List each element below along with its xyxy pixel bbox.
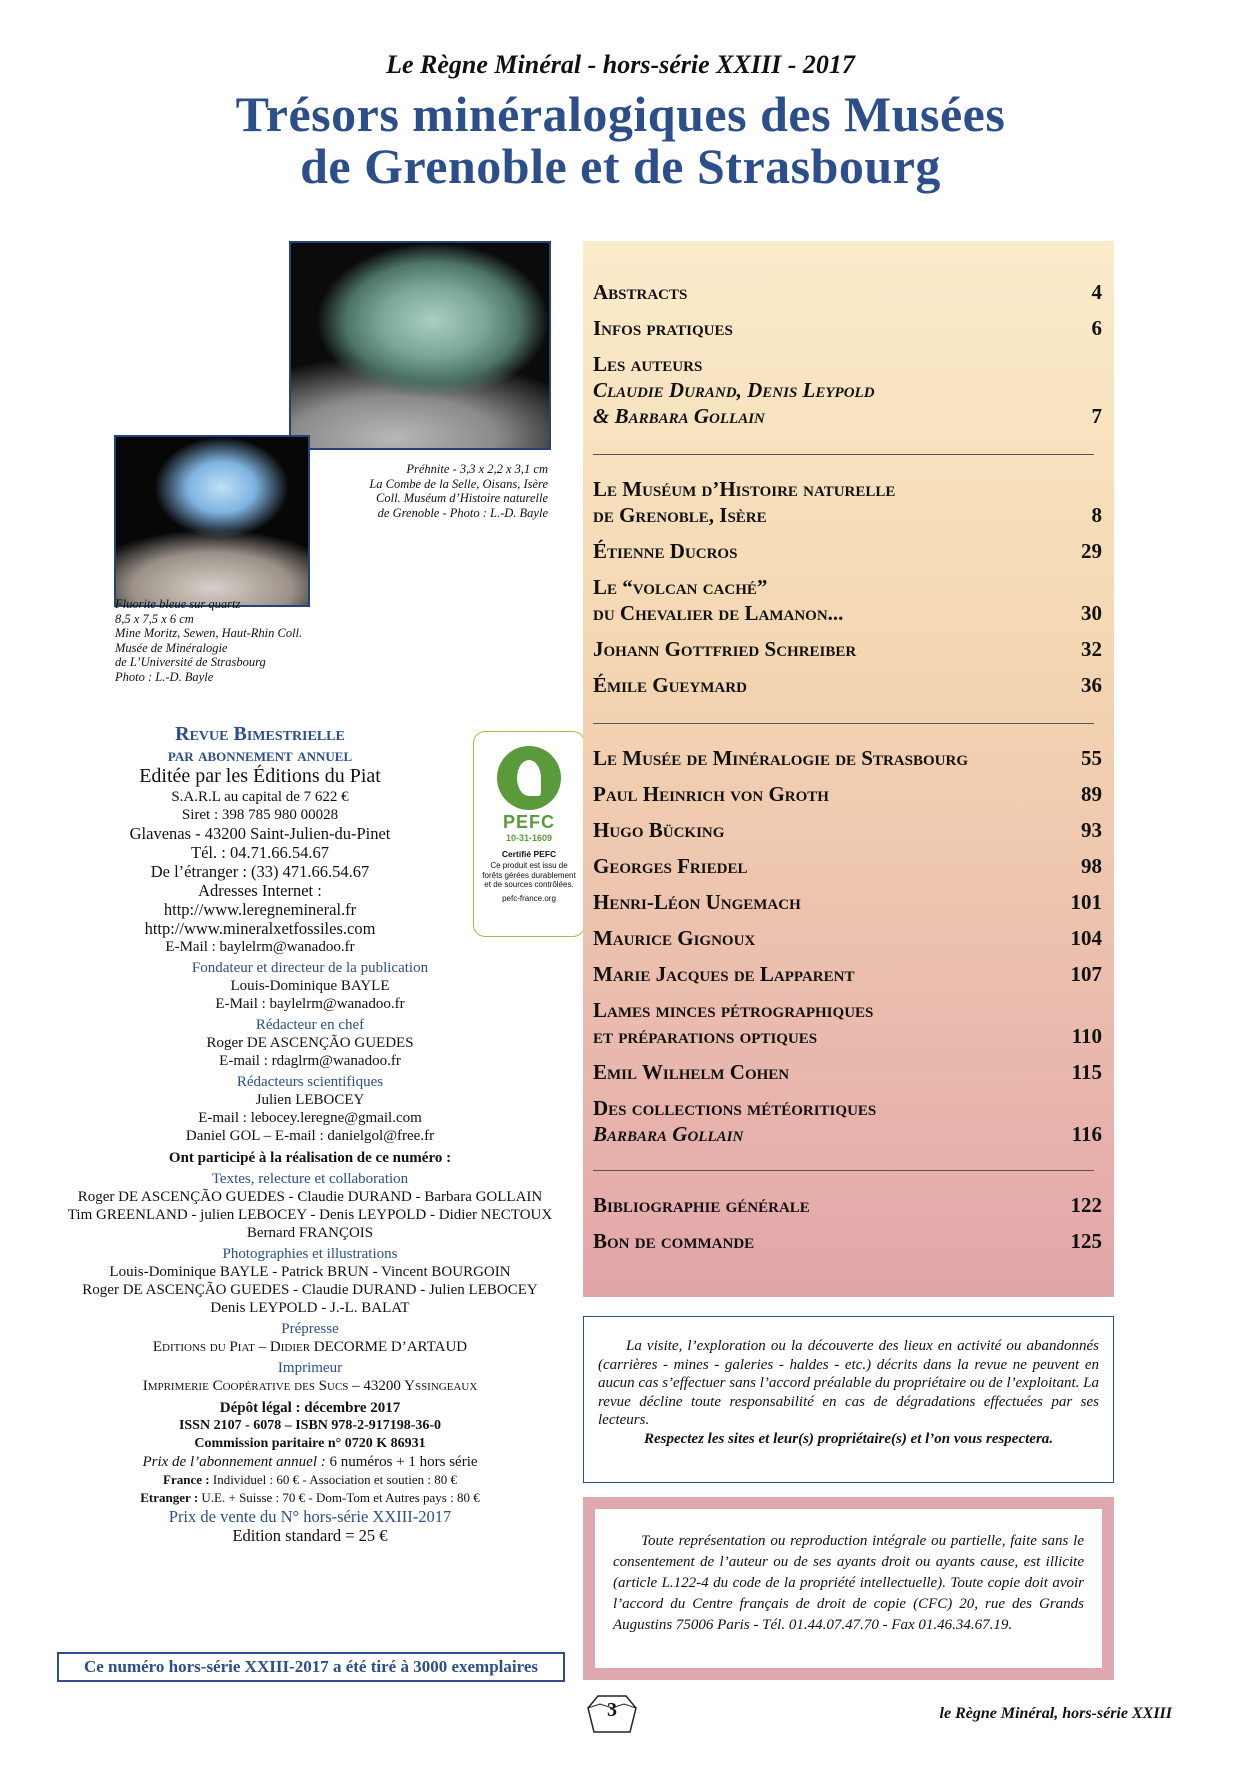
caption-line: de L’Université de Strasbourg xyxy=(115,655,266,669)
sci-editor-email[interactable]: E-mail : lebocey.leregne@gmail.com xyxy=(198,1110,422,1126)
editor-email[interactable]: E-mail : rdaglrm@wanadoo.fr xyxy=(219,1053,401,1069)
notice-text: La visite, l’exploration ou la découverte des lieux en activité ou abandonnés (carrières - mines - galeries - haldes - etc.) décrits dans la revue ne peuvent en aucun cas s’effectuer sans l’accord préalable du propriétaire ou de l’exploitant. La revue décline toute responsabilité en cas de dégradations effectuées par ses lecteurs. xyxy=(598,1338,1099,1428)
toc-page: 4 xyxy=(1091,280,1102,304)
pefc-code: 10-31-1609 xyxy=(505,833,553,843)
pefc-name: PEFC xyxy=(502,812,555,832)
sci-editor-line-2: Daniel GOL – E-mail : danielgol@free.fr xyxy=(185,1128,435,1144)
toc-title: Emil Wilhelm Cohen xyxy=(593,1060,790,1084)
toc-page: 107 xyxy=(1070,962,1102,986)
toc-page: 7 xyxy=(1091,404,1102,428)
site-access-notice xyxy=(583,1316,1114,1483)
title-line-1: Trésors minéralogiques des Musées xyxy=(235,86,1006,142)
caption-line: Mine Moritz, Sewen, Haut-Rhin Coll. xyxy=(115,626,303,640)
abroad-label: Etranger : xyxy=(140,1490,199,1505)
texts-heading: Textes, relecture et collaboration xyxy=(211,1171,409,1187)
toc-entry[interactable] xyxy=(593,351,1102,429)
printer-heading: Imprimeur xyxy=(277,1360,343,1376)
sci-editors-heading: Rédacteurs scientifiques xyxy=(236,1074,384,1090)
caption-line: Photo : L.-D. Bayle xyxy=(115,669,214,684)
toc-title: Étienne Ducros xyxy=(593,539,738,563)
toc-subtitle: & Barbara Gollain xyxy=(593,404,765,428)
toc-entry[interactable] xyxy=(593,853,1102,879)
toc-subtitle: Barbara Gollain xyxy=(593,1122,744,1146)
toc-entry[interactable] xyxy=(593,1228,1102,1254)
texts-line: Roger DE ASCENÇÃO GUEDES - Claudie DURAND - Barbara GOLLAIN xyxy=(77,1189,543,1205)
founder-email[interactable]: E-Mail : baylelrm@wanadoo.fr xyxy=(215,996,405,1012)
editor-heading: Rédacteur en chef xyxy=(255,1017,365,1033)
toc-page: 115 xyxy=(1071,1060,1102,1084)
toc-entry[interactable] xyxy=(593,961,1102,987)
publisher-line: Editée par les Éditions du Piat xyxy=(139,765,381,787)
toc-page: 122 xyxy=(1070,1193,1102,1217)
website-link-1[interactable]: http://www.leregnemineral.fr xyxy=(163,900,357,919)
toc-title: Hugo Bücking xyxy=(593,818,725,842)
toc-entry[interactable] xyxy=(593,315,1102,341)
caption-line: Fluorite bleue sur quartz xyxy=(115,597,241,611)
edition-standard: Edition standard = 25 € xyxy=(232,1526,388,1545)
france-price xyxy=(50,1471,570,1489)
toc-page: 32 xyxy=(1081,637,1102,661)
toc-entry[interactable] xyxy=(593,925,1102,951)
abroad-price xyxy=(50,1489,570,1507)
toc-title: Émile Gueymard xyxy=(593,673,747,697)
toc-entry[interactable] xyxy=(593,1059,1102,1085)
toc-entry[interactable] xyxy=(593,997,1102,1049)
copyright-notice xyxy=(583,1497,1114,1680)
toc-subtitle: du Chevalier de Lamanon... xyxy=(593,601,844,625)
toc-entry[interactable] xyxy=(593,672,1102,698)
contributors-heading: Ont participé à la réalisation de ce numéro : xyxy=(168,1150,452,1166)
toc-page: 30 xyxy=(1081,601,1102,625)
caption-line: La Combe de la Selle, Oisans, Isère xyxy=(369,476,548,491)
printer-line: Imprimerie Coopérative des Sucs – 43200 Yssingeaux xyxy=(142,1378,478,1394)
photos-heading: Photographies et illustrations xyxy=(222,1246,398,1262)
phone-line: Tél. : 04.71.66.54.67 xyxy=(191,843,329,862)
caption-line: Coll. Muséum d’Histoire naturelle xyxy=(376,491,548,505)
toc-page: 104 xyxy=(1070,926,1102,950)
address-line: Glavenas - 43200 Saint-Julien-du-Pinet xyxy=(129,824,391,843)
toc-divider xyxy=(593,723,1094,724)
toc-title: Lames minces pétrographiques xyxy=(593,998,874,1022)
notice-bold: Respectez les sites et leur(s) propriétaire(s) et l’on vous respectera. xyxy=(643,1430,1054,1447)
toc-page: 110 xyxy=(1071,1024,1102,1048)
toc-page: 36 xyxy=(1081,673,1102,697)
founder-heading: Fondateur et directeur de la publication xyxy=(191,960,429,976)
texts-line: Bernard FRANÇOIS xyxy=(246,1225,374,1241)
toc-page: 8 xyxy=(1091,503,1102,527)
toc-entry[interactable] xyxy=(593,817,1102,843)
toc-entry[interactable] xyxy=(593,279,1102,305)
prepress-heading: Prépresse xyxy=(281,1321,339,1337)
toc-divider xyxy=(593,1170,1094,1171)
print-run-box: Ce numéro hors-série XXIII-2017 a été tiré à 3000 exemplaires xyxy=(57,1652,565,1682)
subscription-value: 6 numéros + 1 hors série xyxy=(325,1454,478,1470)
commission-line: Commission paritaire n° 0720 K 86931 xyxy=(194,1436,426,1451)
founder-name: Louis-Dominique BAYLE xyxy=(230,978,390,994)
prehnite-caption xyxy=(300,462,548,520)
toc-page: 125 xyxy=(1070,1229,1102,1253)
toc-page: 6 xyxy=(1091,316,1102,340)
issn-line: ISSN 2107 - 6078 – ISBN 978-2-917198-36-0 xyxy=(178,1418,442,1433)
phone-abroad-line: De l’étranger : (33) 471.66.54.67 xyxy=(150,862,370,881)
toc-page: 89 xyxy=(1081,782,1102,806)
journal-header: Le Règne Minéral - hors-série XXIII - 2017 xyxy=(386,50,855,79)
toc-entry[interactable] xyxy=(593,1095,1102,1147)
toc-title: Des collections météoritiques xyxy=(593,1096,877,1120)
photos-line: Denis LEYPOLD - J.-L. BALAT xyxy=(210,1300,410,1316)
table-of-contents xyxy=(583,241,1114,1297)
toc-title: Le Musée de Minéralogie de Strasbourg xyxy=(593,746,968,770)
toc-entry[interactable] xyxy=(593,745,1102,771)
toc-title: Le “volcan caché” xyxy=(593,575,768,599)
toc-entry[interactable] xyxy=(593,636,1102,662)
toc-title: Maurice Gignoux xyxy=(593,926,756,950)
toc-title: Paul Heinrich von Groth xyxy=(593,782,829,806)
caption-line: de Grenoble - Photo : L.-D. Bayle xyxy=(377,505,548,520)
toc-subtitle: et préparations optiques xyxy=(593,1024,818,1048)
toc-page: 55 xyxy=(1081,746,1102,770)
caption-line: Préhnite - 3,3 x 2,2 x 3,1 cm xyxy=(406,462,548,476)
toc-page: 116 xyxy=(1071,1122,1102,1146)
abroad-value: U.E. + Suisse : 70 € - Dom-Tom et Autres pays : 80 € xyxy=(198,1490,480,1505)
legal-deposit: Dépôt légal : décembre 2017 xyxy=(219,1400,401,1416)
revue-title: Revue Bimestrielle xyxy=(175,723,345,745)
website-link-2[interactable]: http://www.mineralxetfossiles.com xyxy=(144,919,376,938)
photos-line: Roger DE ASCENÇÃO GUEDES - Claudie DURAND - Julien LEBOCEY xyxy=(82,1282,538,1298)
toc-subtitle: Claudie Durand, Denis Leypold xyxy=(593,378,875,402)
pefc-text: Ce produit est issu de forêts gérées durablement et de sources contrôlées. xyxy=(482,861,576,889)
sarl-line: S.A.R.L au capital de 7 622 € xyxy=(171,789,349,805)
siret-line: Siret : 398 785 980 00028 xyxy=(181,807,339,823)
prehnite-photo xyxy=(289,241,551,450)
toc-entry[interactable] xyxy=(593,476,1102,528)
toc-entry[interactable] xyxy=(593,538,1102,564)
toc-subtitle: de Grenoble, Isère xyxy=(593,503,767,527)
toc-title: Bon de commande xyxy=(593,1229,755,1253)
toc-page: 98 xyxy=(1081,854,1102,878)
revue-subtitle: par abonnement annuel xyxy=(167,745,353,765)
toc-divider xyxy=(593,454,1094,455)
sale-price: Prix de vente du N° hors-série XXIII-2017 xyxy=(168,1507,452,1526)
fluorite-caption xyxy=(115,597,355,684)
pefc-certified: Certifié PEFC xyxy=(501,849,557,859)
toc-title: Georges Friedel xyxy=(593,854,748,878)
pefc-url: pefc-france.org xyxy=(502,893,556,903)
toc-title: Bibliographie générale xyxy=(593,1193,810,1217)
editor-name: Roger DE ASCENÇÃO GUEDES xyxy=(206,1035,414,1051)
photos-line: Louis-Dominique BAYLE - Patrick BRUN - Vincent BOURGOIN xyxy=(109,1264,511,1280)
toc-page: 93 xyxy=(1081,818,1102,842)
footer-journal: le Règne Minéral, hors-série XXIII xyxy=(939,1705,1172,1722)
toc-entry[interactable] xyxy=(593,889,1102,915)
toc-entry[interactable] xyxy=(593,781,1102,807)
france-label: France : xyxy=(163,1472,210,1487)
toc-title: Le Muséum d’Histoire naturelle xyxy=(593,477,896,501)
france-value: Individuel : 60 € - Association et soutien : 80 € xyxy=(209,1472,457,1487)
toc-entry[interactable] xyxy=(593,574,1102,626)
toc-title: Marie Jacques de Lapparent xyxy=(593,962,855,986)
toc-page: 101 xyxy=(1070,890,1102,914)
pefc-certification xyxy=(473,731,585,937)
texts-line: Tim GREENLAND - julien LEBOCEY - Denis LEYPOLD - Didier NECTOUX xyxy=(67,1207,553,1223)
caption-line: 8,5 x 7,5 x 6 cm xyxy=(115,611,194,626)
prepress-line: Editions du Piat – Didier DECORME D’ARTAUD xyxy=(152,1339,468,1355)
title-line-2: de Grenoble et de Strasbourg xyxy=(300,138,941,194)
subscription-price xyxy=(50,1453,570,1471)
toc-title: Henri-Léon Ungemach xyxy=(593,890,801,914)
page-number: 3 xyxy=(607,1699,617,1721)
toc-title: Infos pratiques xyxy=(593,316,733,340)
copyright-text: Toute représentation ou reproduction intégrale ou partielle, faite sans le consentement de l’auteur ou de ses ayants droit ou ayants cause, est illicite (article L.122-4 du code de la propriété intellectuelle). Toute copie doit avoir l’accord du Centre français de droit de copie (CFC) 20, rue des Grands Augustins 75006 Paris - Tél. 01.44.07.47.70 - Fax 01.46.34.67.19. xyxy=(613,1533,1084,1633)
pefc-tree-icon xyxy=(497,746,561,810)
sci-editor-name: Julien LEBOCEY xyxy=(255,1092,365,1108)
toc-page: 29 xyxy=(1081,539,1102,563)
toc-title: Abstracts xyxy=(593,280,688,304)
page-title xyxy=(0,88,1241,192)
toc-title: Johann Gottfried Schreiber xyxy=(593,637,857,661)
caption-line: Musée de Minéralogie xyxy=(115,640,228,655)
fluorite-photo xyxy=(114,435,310,607)
toc-title: Les auteurs xyxy=(593,352,703,376)
email-line[interactable]: E-Mail : baylelrm@wanadoo.fr xyxy=(165,939,355,955)
web-label: Adresses Internet : xyxy=(198,881,322,900)
toc-entry[interactable] xyxy=(593,1192,1102,1218)
subscription-label: Prix de l’abonnement annuel : xyxy=(142,1454,326,1470)
